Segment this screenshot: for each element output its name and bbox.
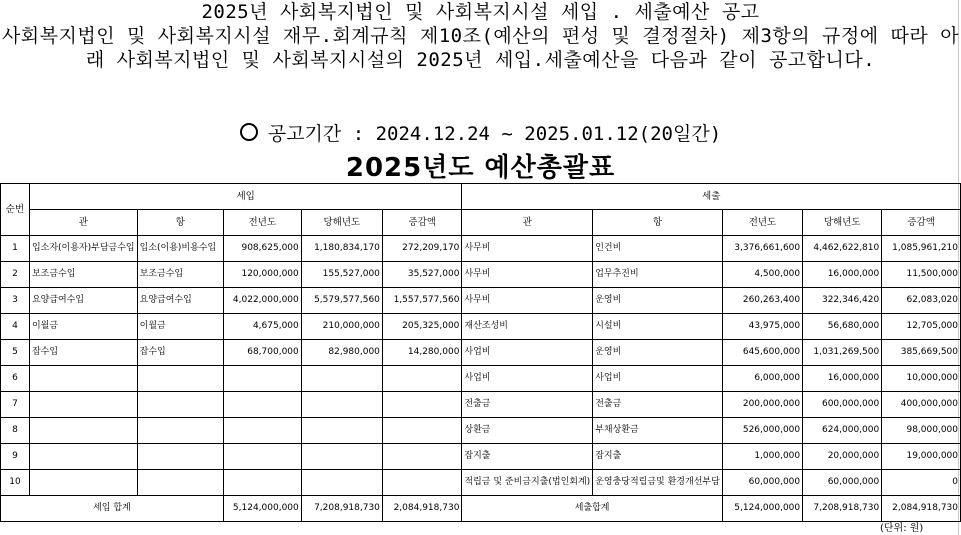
row-number: 10 [1,470,30,496]
exp-diff-cell: 0 [882,470,961,496]
rev-prev-cell [223,392,301,418]
exp-curr-cell: 20,000,000 [803,444,882,470]
rev-diff-cell [382,418,462,444]
rev-gwan-cell [29,366,137,392]
rev-prev-cell [223,444,301,470]
exp-curr-cell: 60,000,000 [803,470,882,496]
row-number: 8 [1,418,30,444]
exp-curr-cell: 16,000,000 [803,262,882,288]
row-number: 1 [1,236,30,262]
rev-gwan-cell [29,418,137,444]
unit-label: (단위: 원) [880,523,924,534]
table-header-row [1,210,961,236]
rev-curr-cell [301,444,382,470]
notice-period [0,121,961,147]
header-revenue: 세입 [29,184,461,210]
table-row [1,314,961,340]
exp-prev-cell: 1,000,000 [722,444,802,470]
exp-diff-cell: 19,000,000 [882,444,961,470]
header-exp-gwan: 관 [462,210,593,236]
rev-hang-cell [137,444,223,470]
circle-bullet-icon [240,123,258,141]
header-rev-gwan: 관 [29,210,137,236]
exp-diff-cell: 98,000,000 [882,418,961,444]
table-row [1,262,961,288]
exp-prev-cell: 260,263,400 [722,288,802,314]
rev-curr-cell: 82,980,000 [301,340,382,366]
exp-gwan-cell: 상환금 [462,418,593,444]
header-rev-curr: 당해년도 [301,210,382,236]
header-exp-curr: 당해년도 [803,210,882,236]
notice-period-text: 공고기간 : 2024.12.24 ~ 2025.01.12(20일간) [267,123,722,145]
rev-curr-cell: 1,180,834,170 [301,236,382,262]
exp-prev-cell: 60,000,000 [722,470,802,496]
rev-diff-cell [382,366,462,392]
rev-total-diff: 2,084,918,730 [382,496,462,522]
rev-prev-cell: 4,022,000,000 [223,288,301,314]
exp-hang-cell: 운영비 [593,340,723,366]
exp-diff-cell: 12,705,000 [882,314,961,340]
rev-hang-cell [137,392,223,418]
notice-body: 사회복지법인 및 사회복지시설 재무.회계규칙 제10조(예산의 편성 및 결정절차) 제3항의 규정에 따라 아래 사회복지법인 및 사회복지시설의 2025년 세입.세출예산을 다음과 같이 공고합니다. [1,25,960,71]
exp-gwan-cell: 전출금 [462,392,593,418]
rev-gwan-cell: 잡수입 [29,340,137,366]
table-row [1,470,961,496]
exp-total-curr: 7,208,918,730 [803,496,882,522]
rev-diff-cell: 205,325,000 [382,314,462,340]
header-no: 순번 [1,184,30,236]
exp-gwan-cell: 잡지출 [462,444,593,470]
row-number: 5 [1,340,30,366]
row-number: 4 [1,314,30,340]
exp-total-label: 세출합계 [462,496,722,522]
exp-hang-cell: 운영비 [593,288,723,314]
rev-diff-cell [382,470,462,496]
exp-diff-cell: 11,500,000 [882,262,961,288]
rev-prev-cell: 68,700,000 [223,340,301,366]
exp-prev-cell: 6,000,000 [722,366,802,392]
rev-gwan-cell [29,392,137,418]
rev-gwan-cell: 요양급여수입 [29,288,137,314]
exp-diff-cell: 62,083,020 [882,288,961,314]
exp-gwan-cell: 재산조성비 [462,314,593,340]
exp-prev-cell: 645,600,000 [722,340,802,366]
exp-diff-cell: 10,000,000 [882,366,961,392]
notice-header [0,0,961,72]
rev-gwan-cell: 입소자(이용자)부담금수입 [29,236,137,262]
rev-curr-cell [301,470,382,496]
rev-hang-cell: 보조금수입 [137,262,223,288]
exp-gwan-cell: 사무비 [462,262,593,288]
rev-diff-cell [382,392,462,418]
rev-hang-cell [137,418,223,444]
exp-hang-cell: 잡지출 [593,444,723,470]
exp-curr-cell: 322,346,420 [803,288,882,314]
rev-hang-cell: 요양급여수입 [137,288,223,314]
rev-prev-cell: 4,675,000 [223,314,301,340]
table-row [1,288,961,314]
table-row [1,340,961,366]
exp-gwan-cell: 사업비 [462,366,593,392]
header-rev-prev: 전년도 [223,210,301,236]
exp-hang-cell: 운영충당적립금및 환경개선부담 [593,470,723,496]
exp-hang-cell: 전출금 [593,392,723,418]
rev-diff-cell: 14,280,000 [382,340,462,366]
table-header-group-row [1,184,961,210]
header-rev-hang: 항 [137,210,223,236]
exp-total-prev: 5,124,000,000 [722,496,802,522]
budget-summary-table [0,183,961,522]
exp-gwan-cell: 적립금 및 준비금지출(법인회계) [462,470,593,496]
table-row [1,366,961,392]
row-number: 6 [1,366,30,392]
rev-hang-cell [137,366,223,392]
exp-gwan-cell: 사업비 [462,340,593,366]
rev-hang-cell: 입소(이용)비용수입 [137,236,223,262]
rev-diff-cell: 272,209,170 [382,236,462,262]
exp-prev-cell: 4,500,000 [722,262,802,288]
exp-total-diff: 2,084,918,730 [882,496,961,522]
exp-hang-cell: 사업비 [593,366,723,392]
row-number: 7 [1,392,30,418]
rev-curr-cell [301,392,382,418]
exp-curr-cell: 4,462,622,810 [803,236,882,262]
table-row [1,392,961,418]
rev-diff-cell: 35,527,000 [382,262,462,288]
exp-prev-cell: 3,376,661,600 [722,236,802,262]
exp-diff-cell: 385,669,500 [882,340,961,366]
rev-prev-cell: 908,625,000 [223,236,301,262]
exp-prev-cell: 200,000,000 [722,392,802,418]
exp-curr-cell: 624,000,000 [803,418,882,444]
row-number: 3 [1,288,30,314]
row-number: 2 [1,262,30,288]
table-row [1,236,961,262]
rev-total-curr: 7,208,918,730 [301,496,382,522]
header-exp-hang: 항 [593,210,723,236]
rev-prev-cell: 120,000,000 [223,262,301,288]
rev-diff-cell [382,444,462,470]
rev-prev-cell [223,418,301,444]
rev-prev-cell [223,470,301,496]
exp-gwan-cell: 사무비 [462,236,593,262]
exp-curr-cell: 600,000,000 [803,392,882,418]
exp-hang-cell: 부채상환금 [593,418,723,444]
rev-gwan-cell [29,470,137,496]
table-title: 2025년도 예산총괄표 [345,153,616,183]
rev-total-prev: 5,124,000,000 [223,496,301,522]
rev-curr-cell: 210,000,000 [301,314,382,340]
rev-hang-cell: 이월금 [137,314,223,340]
exp-prev-cell: 526,000,000 [722,418,802,444]
exp-prev-cell: 43,975,000 [722,314,802,340]
exp-curr-cell: 56,680,000 [803,314,882,340]
header-rev-diff: 증감액 [382,210,462,236]
rev-gwan-cell [29,444,137,470]
totals-row [1,496,961,522]
rev-gwan-cell: 이월금 [29,314,137,340]
exp-curr-cell: 1,031,269,500 [803,340,882,366]
rev-curr-cell [301,418,382,444]
notice-title: 2025년 사회복지법인 및 사회복지시설 세입 . 세출예산 공고 [201,1,760,23]
exp-diff-cell: 1,085,961,210 [882,236,961,262]
rev-curr-cell: 155,527,000 [301,262,382,288]
header-exp-prev: 전년도 [722,210,802,236]
rev-hang-cell: 잡수입 [137,340,223,366]
rev-gwan-cell: 보조금수입 [29,262,137,288]
header-expense: 세출 [462,184,961,210]
table-row [1,418,961,444]
exp-diff-cell: 400,000,000 [882,392,961,418]
rev-curr-cell: 5,579,577,560 [301,288,382,314]
rev-hang-cell [137,470,223,496]
exp-hang-cell: 업무추진비 [593,262,723,288]
exp-curr-cell: 16,000,000 [803,366,882,392]
rev-curr-cell [301,366,382,392]
exp-gwan-cell: 사무비 [462,288,593,314]
header-exp-diff: 증감액 [882,210,961,236]
exp-hang-cell: 시설비 [593,314,723,340]
row-number: 9 [1,444,30,470]
table-row [1,444,961,470]
rev-prev-cell [223,366,301,392]
exp-hang-cell: 인건비 [593,236,723,262]
rev-diff-cell: 1,557,577,560 [382,288,462,314]
rev-total-label: 세입 합계 [1,496,224,522]
